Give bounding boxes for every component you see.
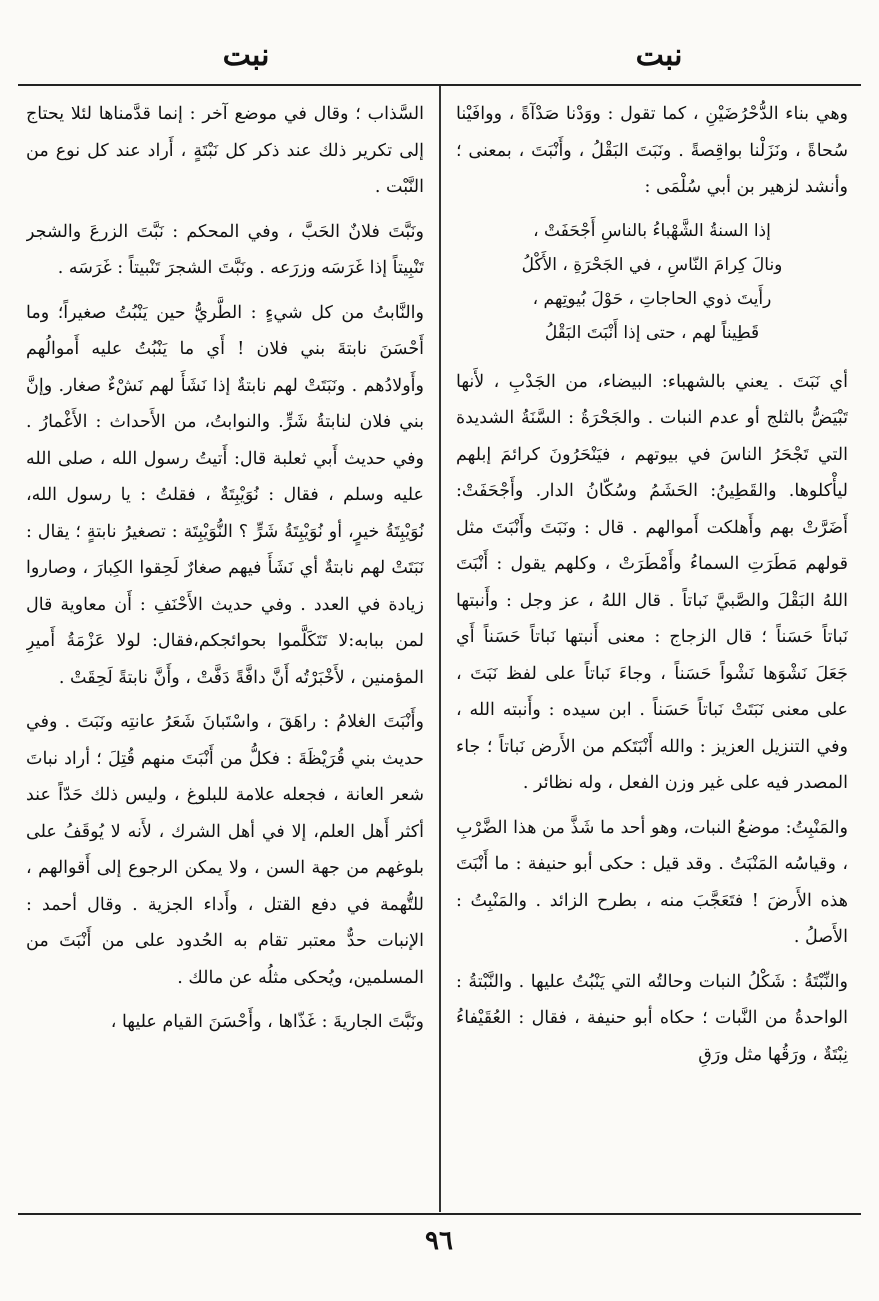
poem-verse: إذا السنةُ الشَّهْباءُ بالناسِ أَجْحَفَتْ ، (533, 220, 771, 241)
right-column-headword: نبت (635, 38, 683, 73)
footer-rule (18, 1213, 861, 1215)
paragraph: أي نَبَتَ . يعني بالشهباء: البيضاء، من الجَدْبِ ، لأَنها تَبْيَضُّ بالثلج أو عدم النبات . والجَحْرَةُ : السَّنَةُ الشديدة التي تَجْحَرُ الناسَ في بيوتهم ، فيَنْحَرُونَ كرائمَ إبلهم ليأْكلوها. والقَطِينُ: الحَشَمُ وسُكّانُ الدار. وأَجْحَفَتْ: أَضَرَّتْ بهم وأَهلكت أَموالهم . قال : ونَبَتَ وأَنْبَتَ مثل قولهم مَطَرَتِ السماءُ وأَمْطَرَتْ ، وكلهم يقول : أَنْبَتَ اللهُ البَقْلَ والصَّبيَّ نَباتاً . قال اللهُ ، عز وجل : وأَنبتها نَباتاً حَسَناً ؛ قال الزجاج : معنى أَنبتها نَباتاً حَسَناً أَي جَعَلَ نَشْوَها نَشْواً حَسَناً ، وجاءَ نَباتاً على لفظ نَبَتَ ، على معنى نَبَتَتْ نَباتاً حَسَناً . ابن سيده : وأَنبته الله ، وفي التنزيل العزيز : والله أَنْبَتَكم من الأَرض نَباتاً ؛ جاء المصدر فيه على غير وزن الفعل ، وله نظائر . (456, 371, 848, 793)
right-column (456, 96, 848, 1208)
paragraph: والمَنْبِتُ: موضعُ النبات، وهو أحد ما شَذَّ من هذا الضَّرْبِ ، وقياسُه المَنْبَتُ . وقد قيل : حكى أبو حنيفة : ما أَنْبَتَ هذه الأَرضَ ! فتَعَجَّبَ منه ، بطرح الزائد . والمَنْبِتُ : الأَصلُ . (456, 817, 848, 947)
left-column-headword: نبت (222, 38, 270, 73)
paragraph: والنَّابتُ من كل شيءٍ : الطَّريُّ حين يَنْبُتُ صغيراً؛ وما أَحْسَنَ نابتةَ بني فلان ! أَي ما يَنْبُتُ عليه أَموالُهم وأَولادُهم . ونَبَتَتْ لهم نابتةٌ إذا نَشَأَ لهم نَشْءٌ صغار. وإنَّ بني فلان لنابتةُ شَرٍّ. والنوابتُ، من الأَحداث : الأَغْمارُ . وفي حديث أَبي ثعلبة قال: أَتيتُ رسول الله ، صلى الله عليه وسلم ، فقال : نُوَيْبِتَةٌ ، فقلتُ : يا رسول الله، نُوَيْبِتَةُ خيرٍ، أو نُوَيْبِتَةُ شَرٍّ ؟ النُّوَيْبِتَة : تصغيرُ نابتةٍ ؛ يقال : نَبَتَتْ لهم نابتةٌ أي نَشَأَ فيهم صغارٌ لَحِقوا الكِبارَ ، وصاروا زيادة في العدد . وفي حديث الأَحْنَفِ : أَن معاوية قال لمن ببابه:لا تَتَكَلَّموا بحوائجكم،فقال: لولا عَزْمَةُ أَميرِ المؤمنين ، لأَخْبَرْتُه أَنَّ دافَّةً دَفَّتْ ، وأَنَّ نابتةً لَحِقَتْ . (26, 302, 424, 688)
left-column (26, 96, 424, 1208)
paragraph: وأَنْبَتَ الغلامُ : راهَقَ ، واسْتَبانَ شَعَرُ عانتِه ونَبَتَ . وفي حديث بني قُرَيْظَةَ : فكلُّ من أَنْبَتَ منهم قُتِلَ ؛ أراد نباتَ شعر العانة ، فجعله علامة للبلوغ ، وليس ذلك حَدّاً عند أكثر أَهل العلم، إلا في أهل الشرك ، لأَنه لا يُوقَفُ على بلوغهم من جهة السن ، ولا يمكن الرجوع إلى أَقوالهم ، للتُّهمة في دفع القتل ، وأَداء الجزية . وقال أحمد : الإنبات حدٌّ معتبر تقام به الحُدود على من أَنْبَتَ من المسلمين، ويُحكى مثلُه عن مالك . (26, 712, 424, 988)
poem-verse: ونالَ كِرامَ النّاسِ ، في الجَحْرَةِ ، الأَكْلُ (521, 254, 783, 275)
paragraph: ونَبَّتَ فلانٌ الحَبَّ ، وفي المحكم : نَبَّتَ الزرعَ والشجر تَنْبِيتاً إذا غَرَسَه وزرَعه . ونَبَّتَ الشجرَ تَنْبيتاً : غَرَسَه . (26, 221, 424, 278)
poem-verse: قَطِيناً لهم ، حتى إذا أَنْبَتَ البَقْلُ (544, 322, 760, 343)
paragraph: ونَبَّتَ الجاريةَ : غَذّاها ، وأَحْسَنَ القيام عليها ، (110, 1012, 424, 1032)
page-number: ٩٦ (425, 1226, 453, 1256)
paragraph: السَّذاب ؛ وقال في موضع آخر : إنما قدَّمناها لئلا يحتاج إلى تكرير ذلك عند ذكر كل نَبْتَةٍ ، أَراد عند كل نوع من النَّبْت . (26, 104, 424, 197)
paragraph: وهي بناء الدُّحْرُضَيْنِ ، كما تقول : ووَدْنا صَدْآةً ، ووافَيْنا سُحاةً ، ونَزَلْنا بواقِصةً . ونَبَتَ البَقْلُ ، وأَنْبَتَ ، بمعنى ؛ وأنشد لزهير بن أبي سُلْمَى : (456, 104, 848, 197)
poem-verse: رأَيتَ ذوي الحاجاتِ ، حَوْلَ بُيوتِهم ، (532, 288, 772, 309)
paragraph: والنِّبْتَةُ : شَكْلُ النبات وحالتُه التي يَنْبُتُ عليها . والنَّبْتةُ : الواحدةُ من النَّبات ؛ حكاه أبو حنيفة ، فقال : العُقَيْفاءُ نِبْتَةٌ ، ورَقُها مثل ورَقِ (456, 971, 848, 1065)
column-divider (439, 86, 441, 1212)
poem-block (456, 214, 848, 350)
